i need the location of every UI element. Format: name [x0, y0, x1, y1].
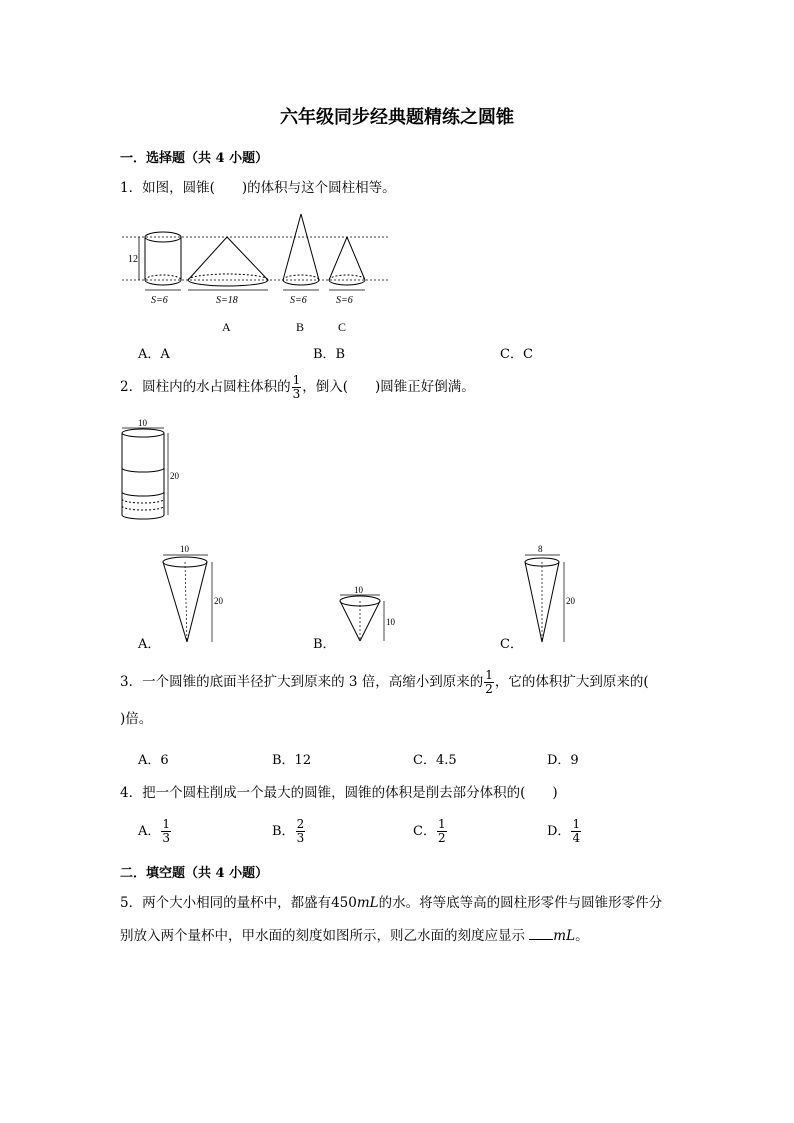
- q4-option-a[interactable]: A． $\frac{1}{3}$: [138, 817, 171, 845]
- svg-text:20: 20: [170, 471, 179, 481]
- q1-cyl-area: S=6: [151, 295, 168, 306]
- q2-option-c[interactable]: C．: [500, 637, 523, 652]
- q1-option-b[interactable]: B．B: [313, 347, 346, 362]
- q3-stem-post: ，它的体积扩大到原来的(: [494, 674, 649, 690]
- q4-option-c[interactable]: C． $\frac{1}{2}$: [413, 817, 446, 845]
- q1-cone-b-area: S=6: [290, 295, 307, 306]
- svg-text:10: 10: [386, 617, 395, 627]
- q1-big-cone-area: S=18: [216, 295, 238, 306]
- svg-text:20: 20: [214, 596, 223, 606]
- q2-cylinder-figure: [118, 415, 188, 527]
- q5-answer-blank[interactable]: [529, 927, 553, 940]
- svg-text:8: 8: [538, 544, 543, 554]
- q2-stem-pre: 2．圆柱内的水占圆柱体积的: [120, 379, 291, 395]
- question-3-stem-line2: )倍。: [120, 711, 153, 727]
- svg-text:10: 10: [138, 418, 147, 428]
- q4-option-d[interactable]: D． $\frac{1}{4}$: [547, 817, 581, 845]
- q1-cone-c-area: S=6: [336, 295, 353, 306]
- q4-option-b[interactable]: B． $\frac{2}{3}$: [272, 817, 305, 845]
- q2-cone-a-figure: [160, 542, 230, 647]
- q3-option-a[interactable]: A．6: [138, 753, 169, 768]
- q1-height-label: 12: [128, 254, 138, 265]
- svg-text:20: 20: [566, 596, 575, 606]
- q1-fig-label-a: A: [222, 320, 231, 334]
- q2-cone-b-figure: [336, 583, 401, 645]
- section-heading-fill: 二．填空题（共 4 小题）: [120, 866, 269, 881]
- q1-fig-label-b: B: [296, 320, 305, 334]
- q2-option-b[interactable]: B．: [313, 637, 336, 652]
- question-4-stem: 4．把一个圆柱削成一个最大的圆锥，圆锥的体积是削去部分体积的( ): [120, 785, 558, 801]
- question-1-stem: 1．如图，圆锥( )的体积与这个圆柱相等。: [120, 180, 396, 196]
- q3-stem-pre: 3．一个圆锥的底面半径扩大到原来的 3 倍，高缩小到原来的: [120, 674, 484, 690]
- q2-cone-c-figure: [522, 542, 582, 647]
- svg-text:10: 10: [180, 544, 189, 554]
- section-heading-choice: 一．选择题（共 4 小题）: [120, 151, 269, 166]
- page-title: 六年级同步经典题精练之圆锥: [280, 107, 514, 128]
- question-1-figure: [118, 210, 398, 338]
- q2-stem-post: ，倒入( )圆锥正好倒满。: [302, 379, 475, 395]
- q3-option-c[interactable]: C．4.5: [413, 753, 457, 768]
- q3-option-d[interactable]: D．9: [547, 753, 579, 768]
- q1-option-c[interactable]: C．C: [500, 347, 533, 362]
- question-2-stem: [120, 374, 475, 401]
- question-3-stem: [120, 669, 649, 696]
- q1-fig-label-c: C: [338, 320, 347, 334]
- q2-option-a[interactable]: A．: [138, 637, 161, 652]
- q3-option-b[interactable]: B．12: [272, 753, 312, 768]
- q3-fraction: $\frac{1}{2}$: [485, 668, 493, 696]
- q2-fraction: $\frac{1}{3}$: [292, 373, 301, 401]
- question-5-line1: 5．两个大小相同的量杯中，都盛有450mL的水。将等底等高的圆柱形零件与圆锥形零件分: [120, 895, 663, 911]
- q1-option-a[interactable]: A．A: [138, 347, 170, 362]
- question-5-line2: 别放入两个量杯中，甲水面的刻度如图所示，则乙水面的刻度应显示 mL。: [120, 928, 589, 944]
- svg-text:10: 10: [354, 585, 363, 595]
